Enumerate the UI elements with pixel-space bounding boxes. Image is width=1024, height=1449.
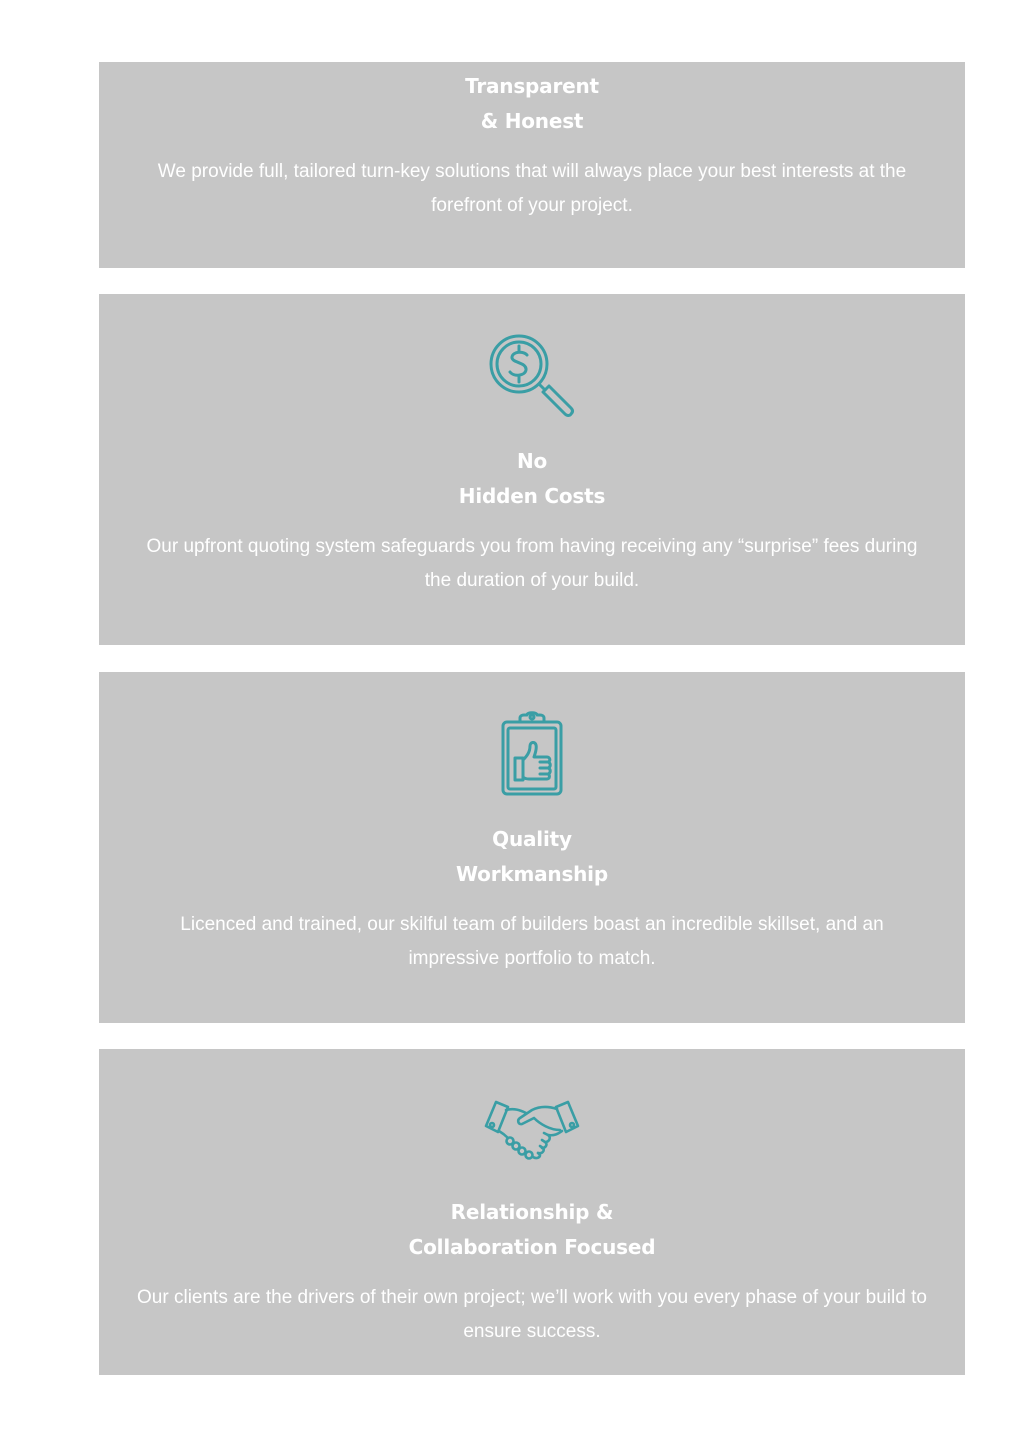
feature-card-relationship-collaboration [99,1049,965,1375]
feature-card-transparent-honest [99,62,965,268]
clipboard-thumbs-up-icon [99,710,965,800]
feature-title-line1: Relationship & [450,1200,614,1224]
feature-card-quality-workmanship [99,672,965,1023]
feature-title-line2: & Honest [480,109,584,133]
feature-title-line1: Transparent [465,74,599,98]
feature-title-line2: Collaboration Focused [408,1235,656,1259]
feature-description: Our clients are the drivers of their own project; we’ll work with you every phase of your build to ensure success. [137,1287,927,1342]
feature-card-no-hidden-costs [99,294,965,645]
feature-title [99,444,965,514]
handshake-icon [99,1093,965,1169]
feature-title [99,1195,965,1265]
feature-title-line2: Workmanship [456,862,608,886]
feature-description: Our upfront quoting system safeguards you from having receiving any “surprise” fees during the duration of your build. [146,536,918,591]
feature-description: We provide full, tailored turn-key solutions that will always place your best interests at the forefront of your project. [157,161,907,216]
feature-title [99,69,965,139]
dollar-magnifier-icon [99,332,965,422]
feature-title-line2: Hidden Costs [458,484,606,508]
feature-title [99,822,965,892]
feature-description: Licenced and trained, our skilful team of builders boast an incredible skillset, and an impressive portfolio to match. [180,914,884,969]
feature-title-line1: No [516,449,548,473]
feature-title-line1: Quality [492,827,572,851]
